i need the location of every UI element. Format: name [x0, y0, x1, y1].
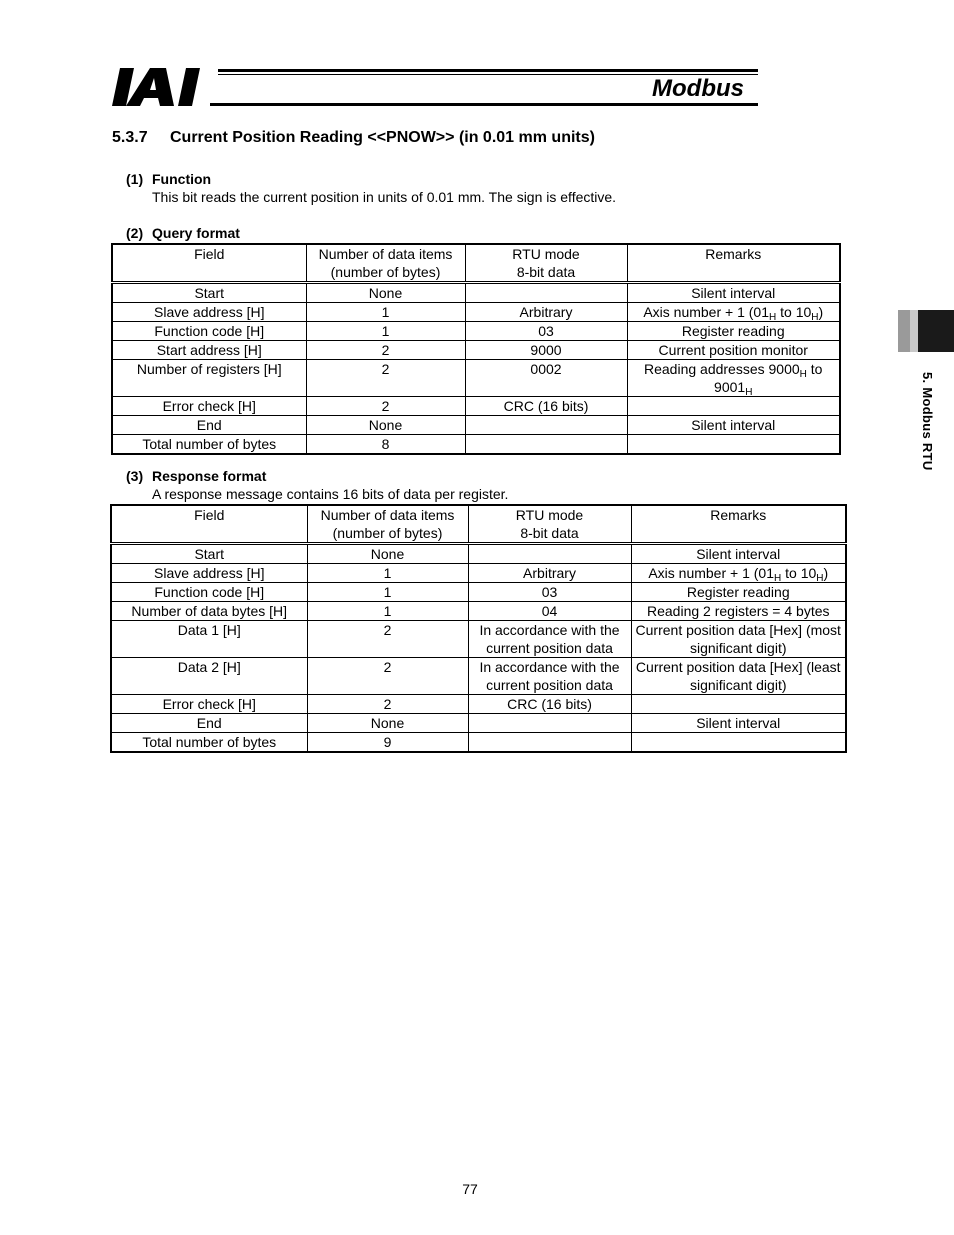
function-description: This bit reads the current position in units of 0.01 mm. The sign is effective. — [152, 189, 617, 205]
side-tab-black-block — [918, 310, 954, 352]
table-cell: 1 — [306, 322, 465, 341]
table-cell: 1 — [306, 303, 465, 322]
table-row — [111, 583, 846, 602]
table-row — [112, 303, 840, 322]
response-heading — [126, 468, 266, 484]
table-cell: Register reading — [627, 322, 840, 341]
table-cell: Silent interval — [627, 283, 840, 303]
table-cell — [468, 714, 631, 733]
table-cell: 03 — [468, 583, 631, 602]
table-cell — [465, 435, 627, 455]
table-cell — [631, 695, 846, 714]
table-cell: 2 — [307, 695, 468, 714]
function-heading — [126, 171, 211, 187]
response-column-header: Number of data items (number of bytes) — [307, 505, 468, 544]
header-rule-top — [218, 69, 758, 72]
table-row — [111, 564, 846, 583]
table-cell: Arbitrary — [468, 564, 631, 583]
table-cell: 2 — [306, 360, 465, 397]
page-number: 77 — [462, 1181, 478, 1197]
table-cell: Data 1 [H] — [111, 621, 307, 658]
table-cell: Function code [H] — [112, 322, 306, 341]
table-cell: Current position monitor — [627, 341, 840, 360]
header-title: Modbus — [652, 75, 744, 102]
table-cell: Slave address [H] — [111, 564, 307, 583]
table-cell: CRC (16 bits) — [468, 695, 631, 714]
table-cell: Register reading — [631, 583, 846, 602]
response-description: A response message contains 16 bits of data per register. — [152, 486, 509, 502]
table-cell: Total number of bytes — [111, 733, 307, 753]
table-row — [111, 714, 846, 733]
table-cell — [468, 544, 631, 564]
table-cell — [627, 435, 840, 455]
table-cell: Number of data bytes [H] — [111, 602, 307, 621]
table-row — [112, 322, 840, 341]
table-cell: 1 — [307, 583, 468, 602]
table-cell: 2 — [306, 397, 465, 416]
table-cell: Number of registers [H] — [112, 360, 306, 397]
section-heading: Current Position Reading <<PNOW>> (in 0.01 mm units) — [170, 129, 595, 146]
table-cell: Arbitrary — [465, 303, 627, 322]
function-number: (1) — [126, 171, 144, 187]
table-row — [112, 283, 840, 303]
table-cell: None — [306, 283, 465, 303]
table-cell: Error check [H] — [112, 397, 306, 416]
table-cell: 1 — [307, 564, 468, 583]
table-row — [112, 360, 840, 397]
table-cell: End — [112, 416, 306, 435]
table-cell: 0002 — [465, 360, 627, 397]
table-cell: 2 — [307, 658, 468, 695]
table-cell — [627, 397, 840, 416]
query-format-table — [111, 243, 841, 455]
table-row — [111, 658, 846, 695]
table-cell: Current position data [Hex] (least significant digit) — [631, 658, 846, 695]
table-cell: None — [307, 714, 468, 733]
table-cell: 8 — [306, 435, 465, 455]
table-cell: 9 — [307, 733, 468, 753]
table-cell: Function code [H] — [111, 583, 307, 602]
response-format-table — [110, 504, 847, 753]
table-cell: Axis number + 1 ($01_H$ to $10_H$) — [627, 303, 840, 322]
table-cell: 2 — [306, 341, 465, 360]
table-cell: In accordance with the current position data — [468, 621, 631, 658]
query-column-header: Remarks — [627, 244, 840, 283]
table-cell: Silent interval — [631, 714, 846, 733]
table-cell: Slave address [H] — [112, 303, 306, 322]
function-heading-text: Function — [152, 171, 212, 187]
table-cell: 04 — [468, 602, 631, 621]
section-title — [112, 129, 595, 147]
table-cell: Start address [H] — [112, 341, 306, 360]
response-heading-text: Response format — [152, 468, 267, 484]
table-cell: In accordance with the current position data — [468, 658, 631, 695]
response-column-header: Field — [111, 505, 307, 544]
table-row — [111, 695, 846, 714]
table-cell: Start — [111, 544, 307, 564]
table-cell: 9000 — [465, 341, 627, 360]
table-cell: CRC (16 bits) — [465, 397, 627, 416]
response-column-header: Remarks — [631, 505, 846, 544]
query-number: (2) — [126, 225, 144, 241]
query-column-header: RTU mode 8-bit data — [465, 244, 627, 283]
table-cell: Reading addresses $9000_H$ to $9001_H$ — [627, 360, 840, 397]
table-cell: Axis number + 1 ($01_H$ to $10_H$) — [631, 564, 846, 583]
table-cell — [631, 733, 846, 753]
table-cell — [468, 733, 631, 753]
table-cell: 03 — [465, 322, 627, 341]
table-cell: Silent interval — [631, 544, 846, 564]
header-rule-bottom — [210, 103, 758, 106]
table-cell: None — [306, 416, 465, 435]
table-cell: Data 2 [H] — [111, 658, 307, 695]
table-cell: Start — [112, 283, 306, 303]
response-number: (3) — [126, 468, 144, 484]
table-row — [112, 397, 840, 416]
query-heading — [126, 225, 240, 241]
query-column-header: Field — [112, 244, 306, 283]
response-column-header: RTU mode 8-bit data — [468, 505, 631, 544]
table-cell: Reading 2 registers = 4 bytes — [631, 602, 846, 621]
table-row — [112, 435, 840, 455]
table-cell — [465, 283, 627, 303]
side-tab-label: 5. Modbus RTU — [920, 372, 935, 471]
table-cell: Total number of bytes — [112, 435, 306, 455]
table-row — [111, 733, 846, 753]
table-cell: End — [111, 714, 307, 733]
table-row — [112, 341, 840, 360]
response-header-row — [111, 505, 846, 544]
table-cell — [465, 416, 627, 435]
table-row — [112, 416, 840, 435]
table-cell: Current position data [Hex] (most significant digit) — [631, 621, 846, 658]
table-row — [111, 602, 846, 621]
table-cell: None — [307, 544, 468, 564]
query-header-row — [112, 244, 840, 283]
iai-logo — [112, 68, 212, 106]
table-cell: 2 — [307, 621, 468, 658]
table-row — [111, 621, 846, 658]
query-column-header: Number of data items (number of bytes) — [306, 244, 465, 283]
table-cell: 1 — [307, 602, 468, 621]
table-cell: Error check [H] — [111, 695, 307, 714]
table-row — [111, 544, 846, 564]
section-number: 5.3.7 — [112, 129, 148, 146]
query-heading-text: Query format — [152, 225, 240, 241]
table-cell: Silent interval — [627, 416, 840, 435]
